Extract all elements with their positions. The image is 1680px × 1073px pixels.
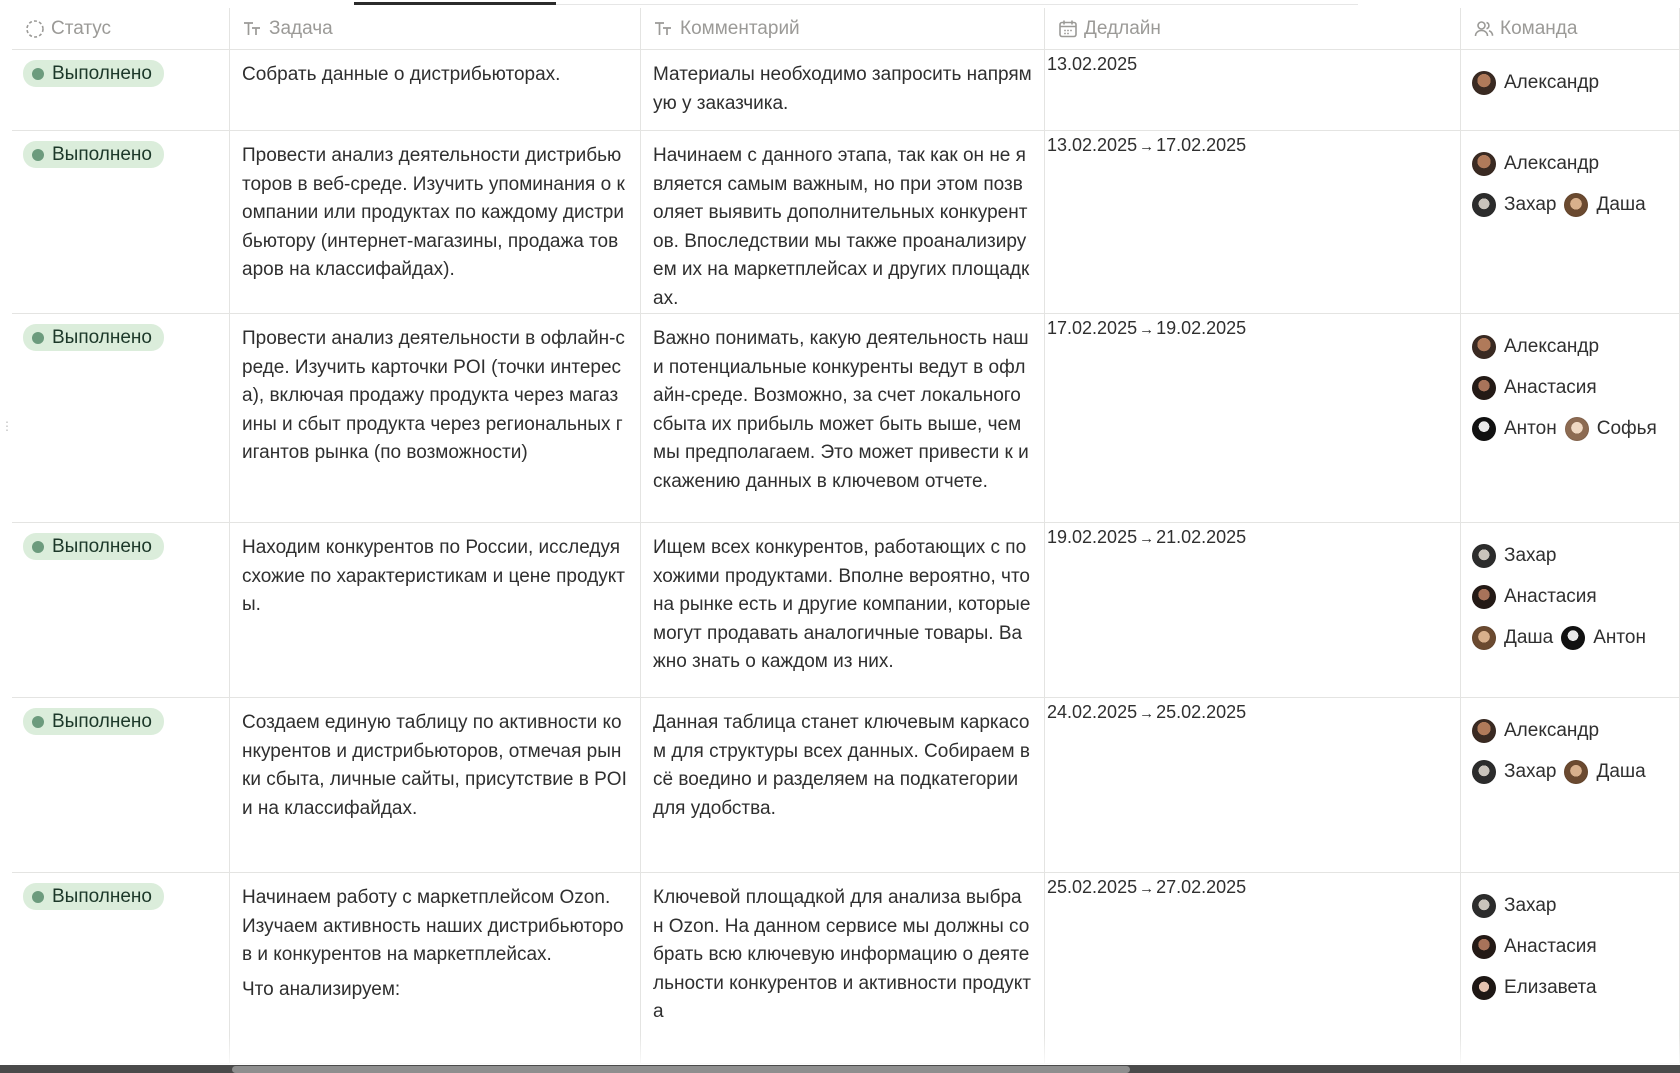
avatar <box>1472 585 1496 609</box>
status-cell[interactable] <box>12 873 230 1063</box>
team-member[interactable]: Александр <box>1472 710 1599 751</box>
status-cell[interactable] <box>12 314 230 522</box>
task-cell[interactable]: Находим конкурентов по России, исследуя схожие по характеристикам и цене продукты. <box>230 523 641 697</box>
deadline-start: 25.02.2025 <box>1047 877 1138 897</box>
task-cell[interactable]: Создаем единую таблицу по активности конкурентов и дистрибьюторов, отмечая рынки сбыта, личные сайты, присутствие в POI и на классифайдах. <box>230 698 641 872</box>
table-row[interactable] <box>12 50 1680 131</box>
comment-cell[interactable]: Материалы необходимо запросить напрямую у заказчика. <box>641 50 1045 130</box>
column-header-status[interactable] <box>12 8 230 49</box>
task-text: Начинаем работу с маркетплейсом Ozon. Изучаем активность наших дистрибьюторов и конкурентов на маркетплейсах. <box>242 887 624 966</box>
status-badge[interactable]: Выполнено <box>23 533 164 560</box>
avatar <box>1472 193 1496 217</box>
team-cell[interactable] <box>1461 523 1680 697</box>
deadline-end: 27.02.2025 <box>1156 877 1247 897</box>
task-extra-text: Что анализируем: <box>242 978 401 1000</box>
team-cell[interactable] <box>1461 314 1680 522</box>
arrow-right-icon: → <box>1139 321 1155 338</box>
status-dot <box>32 716 44 728</box>
arrow-right-icon: → <box>1139 880 1155 897</box>
task-cell[interactable] <box>230 873 641 1063</box>
team-member[interactable]: Софья <box>1565 408 1657 449</box>
status-dot <box>32 149 44 161</box>
avatar <box>1564 193 1588 217</box>
table-row[interactable] <box>12 131 1680 314</box>
status-cell[interactable] <box>12 523 230 697</box>
task-cell[interactable]: Провести анализ деятельности дистрибьюторов в веб-среде. Изучить упоминания о компании или продуктах по каждому дистрибьютору (интернет-магазины, продажа товаров на классифайдах). <box>230 131 641 313</box>
table-row[interactable] <box>12 523 1680 698</box>
avatar <box>1472 719 1496 743</box>
team-member[interactable]: Даша <box>1564 184 1645 225</box>
avatar <box>1472 152 1496 176</box>
status-icon <box>24 18 46 40</box>
drag-handle-icon[interactable]: ⋮ <box>1 419 13 433</box>
avatar <box>1564 760 1588 784</box>
deadline-cell[interactable] <box>1045 698 1461 872</box>
table-row[interactable] <box>12 698 1680 873</box>
deadline-cell[interactable] <box>1045 314 1461 522</box>
task-cell[interactable]: Собрать данные о дистрибьюторах. <box>230 50 641 130</box>
team-cell[interactable] <box>1461 131 1680 313</box>
deadline-cell[interactable] <box>1045 873 1461 1063</box>
deadline-end: 21.02.2025 <box>1156 527 1247 547</box>
team-cell[interactable] <box>1461 873 1680 1063</box>
avatar <box>1472 760 1496 784</box>
team-member[interactable]: Захар <box>1472 885 1556 926</box>
team-member[interactable]: Александр <box>1472 326 1599 367</box>
avatar <box>1472 71 1496 95</box>
table-header <box>12 8 1680 50</box>
deadline-end: 17.02.2025 <box>1156 135 1247 155</box>
avatar <box>1472 626 1496 650</box>
column-header-label: Команда <box>1500 17 1578 39</box>
column-header-deadline[interactable] <box>1045 8 1461 49</box>
table-row[interactable] <box>12 873 1680 1064</box>
team-member[interactable]: Даша <box>1564 751 1645 792</box>
horizontal-scrollbar-thumb[interactable] <box>232 1066 1130 1073</box>
comment-cell[interactable]: Ищем всех конкурентов, работающих с похожими продуктами. Вполне вероятно, что на рынке есть и другие компании, которые могут продавать аналогичные товары. Важно знать о каждом из них. <box>641 523 1045 697</box>
active-view-tab-indicator <box>354 2 556 5</box>
text-type-icon <box>242 18 264 40</box>
deadline-start: 13.02.2025 <box>1047 54 1138 74</box>
team-member[interactable]: Елизавета <box>1472 967 1597 1008</box>
status-dot <box>32 891 44 903</box>
deadline-start: 17.02.2025 <box>1047 318 1138 338</box>
deadline-cell[interactable] <box>1045 131 1461 313</box>
column-header-team[interactable] <box>1461 8 1680 49</box>
deadline-cell[interactable] <box>1045 523 1461 697</box>
avatar <box>1472 376 1496 400</box>
status-badge[interactable]: Выполнено <box>23 141 164 168</box>
status-badge[interactable]: Выполнено <box>23 324 164 351</box>
column-header-label: Задача <box>269 17 333 39</box>
deadline-cell[interactable] <box>1045 50 1461 130</box>
column-header-label: Дедлайн <box>1084 17 1161 39</box>
team-member[interactable]: Захар <box>1472 184 1556 225</box>
team-member[interactable]: Анастасия <box>1472 576 1597 617</box>
column-header-task[interactable] <box>230 8 641 49</box>
task-cell[interactable]: Провести анализ деятельности в офлайн-среде. Изучить карточки POI (точки интереса), включая продажу продукта через магазины и сбыт продукта через региональных гигантов рынка (по возможности) <box>230 314 641 522</box>
avatar <box>1561 626 1585 650</box>
deadline-end: 19.02.2025 <box>1156 318 1247 338</box>
avatar <box>1472 935 1496 959</box>
status-cell[interactable] <box>12 50 230 130</box>
comment-cell[interactable]: Начинаем с данного этапа, так как он не является самым важным, но при этом позволяет выявить дополнительных конкурентов. Впоследствии мы также проанализируем их на маркетплейсах и других площадках. <box>641 131 1045 313</box>
arrow-right-icon: → <box>1139 705 1155 722</box>
table-row[interactable] <box>12 314 1680 523</box>
avatar <box>1472 544 1496 568</box>
status-cell[interactable] <box>12 131 230 313</box>
people-icon <box>1473 18 1495 40</box>
status-cell[interactable] <box>12 698 230 872</box>
team-member[interactable]: Анастасия <box>1472 367 1597 408</box>
status-badge[interactable]: Выполнено <box>23 60 164 87</box>
team-member[interactable]: Анастасия <box>1472 926 1597 967</box>
tasks-table <box>12 8 1680 1064</box>
status-badge[interactable]: Выполнено <box>23 883 164 910</box>
team-member[interactable]: Захар <box>1472 535 1556 576</box>
comment-cell[interactable]: Ключевой площадкой для анализа выбран Ozon. На данном сервисе мы должны собрать всю ключевую информацию о деятельности конкурентов и активности продукта <box>641 873 1045 1063</box>
avatar <box>1472 894 1496 918</box>
deadline-end: 25.02.2025 <box>1156 702 1247 722</box>
arrow-right-icon: → <box>1139 530 1155 547</box>
team-member[interactable]: Захар <box>1472 751 1556 792</box>
status-dot <box>32 332 44 344</box>
avatar <box>1472 335 1496 359</box>
status-badge[interactable]: Выполнено <box>23 708 164 735</box>
team-member[interactable]: Даша <box>1472 617 1553 658</box>
column-header-label: Комментарий <box>680 17 800 39</box>
avatar <box>1472 417 1496 441</box>
comment-cell[interactable]: Данная таблица станет ключевым каркасом для структуры всех данных. Собираем всё воедино и разделяем на подкатегории для удобства. <box>641 698 1045 872</box>
column-header-label: Статус <box>51 17 112 39</box>
deadline-start: 24.02.2025 <box>1047 702 1138 722</box>
column-header-comment[interactable] <box>641 8 1045 49</box>
calendar-icon <box>1057 18 1079 40</box>
team-member[interactable]: Александр <box>1472 62 1599 103</box>
text-type-icon <box>653 18 675 40</box>
status-dot <box>32 68 44 80</box>
team-member[interactable]: Александр <box>1472 143 1599 184</box>
avatar <box>1565 417 1589 441</box>
deadline-start: 13.02.2025 <box>1047 135 1138 155</box>
team-cell[interactable] <box>1461 50 1680 130</box>
arrow-right-icon: → <box>1139 138 1155 155</box>
team-member[interactable]: Антон <box>1561 617 1646 658</box>
team-member[interactable]: Антон <box>1472 408 1557 449</box>
team-cell[interactable] <box>1461 698 1680 872</box>
avatar <box>1472 976 1496 1000</box>
deadline-start: 19.02.2025 <box>1047 527 1138 547</box>
status-dot <box>32 541 44 553</box>
comment-cell[interactable]: Важно понимать, какую деятельность наши потенциальные конкуренты ведут в офлайн-среде. Возможно, за счет локального сбыта их прибыль может быть выше, чем мы предполагаем. Это может привести к искажению данных в ключевом отчете. <box>641 314 1045 522</box>
